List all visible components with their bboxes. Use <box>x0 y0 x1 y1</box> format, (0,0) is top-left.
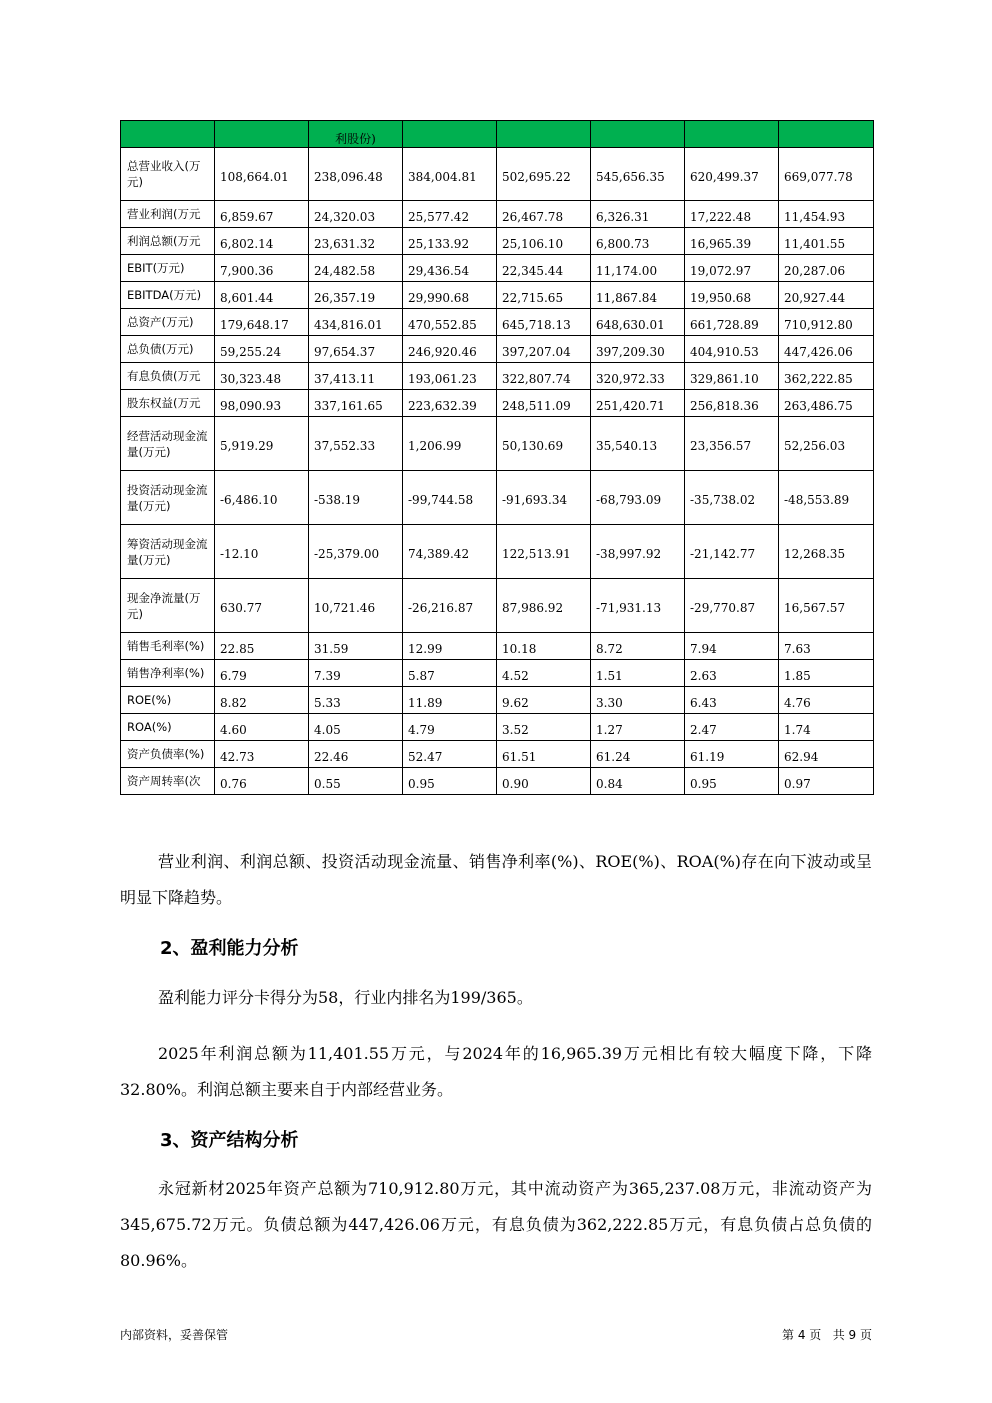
table-cell: -25,379.00 <box>309 525 403 579</box>
table-cell: 246,920.46 <box>403 336 497 363</box>
table-cell: 59,255.24 <box>215 336 309 363</box>
row-label: EBITDA(万元) <box>121 282 215 309</box>
table-cell: 434,816.01 <box>309 309 403 336</box>
table-cell: 223,632.39 <box>403 390 497 417</box>
table-cell: 470,552.85 <box>403 309 497 336</box>
table-cell: 31.59 <box>309 633 403 660</box>
table-cell: 11,174.00 <box>591 255 685 282</box>
table-cell: 645,718.13 <box>497 309 591 336</box>
table-row <box>121 741 874 768</box>
table-cell: 10.18 <box>497 633 591 660</box>
table-cell: 179,648.17 <box>215 309 309 336</box>
table-header-row <box>121 121 874 148</box>
table-cell: 251,420.71 <box>591 390 685 417</box>
table-cell: 545,656.35 <box>591 148 685 201</box>
table-cell: 5.87 <box>403 660 497 687</box>
financial-table-body <box>121 121 874 795</box>
table-cell: -26,216.87 <box>403 579 497 633</box>
table-row <box>121 148 874 201</box>
table-cell: 10,721.46 <box>309 579 403 633</box>
table-cell: 108,664.01 <box>215 148 309 201</box>
table-cell: 238,096.48 <box>309 148 403 201</box>
table-cell: 17,222.48 <box>685 201 779 228</box>
table-cell: 50,130.69 <box>497 417 591 471</box>
table-cell: 61.51 <box>497 741 591 768</box>
table-cell: 1.74 <box>779 714 874 741</box>
row-label: 股东权益(万元 <box>121 390 215 417</box>
table-cell: 397,207.04 <box>497 336 591 363</box>
table-cell: 7.39 <box>309 660 403 687</box>
row-label: 投资活动现金流量(万元) <box>121 471 215 525</box>
table-cell: 669,077.78 <box>779 148 874 201</box>
row-label: 利润总额(万元 <box>121 228 215 255</box>
table-cell: 29,990.68 <box>403 282 497 309</box>
table-cell: 7.63 <box>779 633 874 660</box>
table-row <box>121 255 874 282</box>
table-row <box>121 282 874 309</box>
table-cell: 0.55 <box>309 768 403 795</box>
profit-total-paragraph: 2025年利润总额为11,401.55万元，与2024年的16,965.39万元相比有较大幅度下降，下降32.80%。利润总额主要来自于内部经营业务。 <box>120 1044 872 1099</box>
table-cell: 30,323.48 <box>215 363 309 390</box>
row-label: 总资产(万元) <box>121 309 215 336</box>
table-cell: 0.95 <box>403 768 497 795</box>
table-cell: 2.63 <box>685 660 779 687</box>
table-cell: 74,389.42 <box>403 525 497 579</box>
header-cell <box>215 121 309 148</box>
table-cell: 6.43 <box>685 687 779 714</box>
section2-heading: 2、盈利能力分析 <box>160 938 299 959</box>
table-cell: 8,601.44 <box>215 282 309 309</box>
footer-page-number: 第 4 页 共 9 页 <box>782 1328 872 1342</box>
table-cell: 122,513.91 <box>497 525 591 579</box>
table-row <box>121 309 874 336</box>
table-cell: 3.52 <box>497 714 591 741</box>
table-cell: 22.85 <box>215 633 309 660</box>
table-cell: 710,912.80 <box>779 309 874 336</box>
table-cell: -21,142.77 <box>685 525 779 579</box>
table-cell: 0.95 <box>685 768 779 795</box>
table-cell: 24,482.58 <box>309 255 403 282</box>
table-cell: 384,004.81 <box>403 148 497 201</box>
table-cell: 7,900.36 <box>215 255 309 282</box>
table-cell: 337,161.65 <box>309 390 403 417</box>
header-cell <box>591 121 685 148</box>
row-label: 筹资活动现金流量(万元) <box>121 525 215 579</box>
table-row <box>121 768 874 795</box>
table-row <box>121 660 874 687</box>
row-label: 资产负债率(%) <box>121 741 215 768</box>
table-cell: 12,268.35 <box>779 525 874 579</box>
row-label: 总负债(万元) <box>121 336 215 363</box>
row-label: ROE(%) <box>121 687 215 714</box>
table-cell: 1.51 <box>591 660 685 687</box>
table-cell: 4.60 <box>215 714 309 741</box>
table-cell: 26,467.78 <box>497 201 591 228</box>
table-cell: 26,357.19 <box>309 282 403 309</box>
row-label: 有息负债(万元 <box>121 363 215 390</box>
table-row <box>121 714 874 741</box>
table-cell: 61.24 <box>591 741 685 768</box>
table-cell: 22.46 <box>309 741 403 768</box>
table-cell: 6,859.67 <box>215 201 309 228</box>
table-cell: 25,577.42 <box>403 201 497 228</box>
table-cell: 648,630.01 <box>591 309 685 336</box>
table-row <box>121 633 874 660</box>
table-cell: 0.76 <box>215 768 309 795</box>
table-cell: 11,454.93 <box>779 201 874 228</box>
table-cell: 20,927.44 <box>779 282 874 309</box>
table-cell: 502,695.22 <box>497 148 591 201</box>
table-cell: 263,486.75 <box>779 390 874 417</box>
table-cell: -99,744.58 <box>403 471 497 525</box>
table-cell: 22,345.44 <box>497 255 591 282</box>
table-cell: 620,499.37 <box>685 148 779 201</box>
row-label: 销售毛利率(%) <box>121 633 215 660</box>
table-cell: 19,950.68 <box>685 282 779 309</box>
row-label: 现金净流量(万元) <box>121 579 215 633</box>
header-cell-note: 利股份) <box>309 121 403 148</box>
table-cell: 61.19 <box>685 741 779 768</box>
table-cell: 6.79 <box>215 660 309 687</box>
table-cell: 5,919.29 <box>215 417 309 471</box>
row-label: EBIT(万元) <box>121 255 215 282</box>
table-cell: 11.89 <box>403 687 497 714</box>
table-cell: 7.94 <box>685 633 779 660</box>
table-row <box>121 201 874 228</box>
header-cell <box>685 121 779 148</box>
table-cell: 24,320.03 <box>309 201 403 228</box>
row-label: 经营活动现金流量(万元) <box>121 417 215 471</box>
table-cell: 320,972.33 <box>591 363 685 390</box>
row-label: 总营业收入(万元) <box>121 148 215 201</box>
table-cell: 52,256.03 <box>779 417 874 471</box>
row-label: 销售净利率(%) <box>121 660 215 687</box>
header-cell <box>497 121 591 148</box>
table-row <box>121 525 874 579</box>
table-cell: 6,800.73 <box>591 228 685 255</box>
table-row <box>121 417 874 471</box>
table-cell: 23,631.32 <box>309 228 403 255</box>
row-label: ROA(%) <box>121 714 215 741</box>
table-cell: 0.90 <box>497 768 591 795</box>
table-row <box>121 579 874 633</box>
table-cell: 6,326.31 <box>591 201 685 228</box>
table-cell: 447,426.06 <box>779 336 874 363</box>
table-cell: 25,106.10 <box>497 228 591 255</box>
table-cell: 4.76 <box>779 687 874 714</box>
table-cell: 1,206.99 <box>403 417 497 471</box>
table-cell: 256,818.36 <box>685 390 779 417</box>
table-cell: 322,807.74 <box>497 363 591 390</box>
financial-data-table <box>120 120 874 795</box>
table-row <box>121 336 874 363</box>
section3-heading: 3、资产结构分析 <box>160 1130 299 1151</box>
table-cell: 25,133.92 <box>403 228 497 255</box>
table-cell: 20,287.06 <box>779 255 874 282</box>
table-cell: 661,728.89 <box>685 309 779 336</box>
table-cell: 52.47 <box>403 741 497 768</box>
table-cell: 4.79 <box>403 714 497 741</box>
table-cell: 362,222.85 <box>779 363 874 390</box>
asset-structure-paragraph: 永冠新材2025年资产总额为710,912.80万元，其中流动资产为365,237.08万元，非流动资产为345,675.72万元。负债总额为447,426.06万元，有息负债为362,222.85万元，有息负债占总负债的80.96%。 <box>120 1179 872 1270</box>
table-cell: -91,693.34 <box>497 471 591 525</box>
table-cell: 4.52 <box>497 660 591 687</box>
table-cell: 62.94 <box>779 741 874 768</box>
table-cell: 6,802.14 <box>215 228 309 255</box>
table-cell: 87,986.92 <box>497 579 591 633</box>
table-cell: 37,552.33 <box>309 417 403 471</box>
table-cell: 0.84 <box>591 768 685 795</box>
table-cell: -71,931.13 <box>591 579 685 633</box>
table-cell: 329,861.10 <box>685 363 779 390</box>
table-cell: 16,567.57 <box>779 579 874 633</box>
table-cell: 397,209.30 <box>591 336 685 363</box>
table-cell: 35,540.13 <box>591 417 685 471</box>
table-cell: 97,654.37 <box>309 336 403 363</box>
table-row <box>121 390 874 417</box>
table-cell: 8.72 <box>591 633 685 660</box>
table-cell: 11,867.84 <box>591 282 685 309</box>
table-cell: 9.62 <box>497 687 591 714</box>
row-label: 营业利润(万元 <box>121 201 215 228</box>
table-row <box>121 687 874 714</box>
table-cell: 4.05 <box>309 714 403 741</box>
table-row <box>121 363 874 390</box>
table-cell: 37,413.11 <box>309 363 403 390</box>
table-cell: 630.77 <box>215 579 309 633</box>
table-cell: -12.10 <box>215 525 309 579</box>
table-cell: -538.19 <box>309 471 403 525</box>
table-cell: 248,511.09 <box>497 390 591 417</box>
profitability-score-paragraph: 盈利能力评分卡得分为58，行业内排名为199/365。 <box>158 988 533 1007</box>
table-cell: 29,436.54 <box>403 255 497 282</box>
table-cell: -29,770.87 <box>685 579 779 633</box>
table-cell: 22,715.65 <box>497 282 591 309</box>
footer-confidential-note: 内部资料，妥善保管 <box>120 1328 229 1342</box>
table-cell: -35,738.02 <box>685 471 779 525</box>
table-cell: 12.99 <box>403 633 497 660</box>
summary-paragraph: 营业利润、利润总额、投资活动现金流量、销售净利率(%)、ROE(%)、ROA(%)存在向下波动或呈明显下降趋势。 <box>120 852 872 907</box>
header-cell <box>779 121 874 148</box>
table-cell: 11,401.55 <box>779 228 874 255</box>
table-cell: 2.47 <box>685 714 779 741</box>
table-cell: 19,072.97 <box>685 255 779 282</box>
table-cell: 98,090.93 <box>215 390 309 417</box>
table-cell: 8.82 <box>215 687 309 714</box>
header-cell <box>121 121 215 148</box>
table-cell: 404,910.53 <box>685 336 779 363</box>
table-cell: -38,997.92 <box>591 525 685 579</box>
table-row <box>121 228 874 255</box>
table-cell: -68,793.09 <box>591 471 685 525</box>
table-cell: -48,553.89 <box>779 471 874 525</box>
table-cell: 42.73 <box>215 741 309 768</box>
table-cell: 0.97 <box>779 768 874 795</box>
table-cell: 16,965.39 <box>685 228 779 255</box>
table-cell: 193,061.23 <box>403 363 497 390</box>
table-cell: 1.27 <box>591 714 685 741</box>
row-label: 资产周转率(次 <box>121 768 215 795</box>
table-cell: 23,356.57 <box>685 417 779 471</box>
table-cell: 1.85 <box>779 660 874 687</box>
header-cell <box>403 121 497 148</box>
table-cell: -6,486.10 <box>215 471 309 525</box>
table-row <box>121 471 874 525</box>
table-cell: 5.33 <box>309 687 403 714</box>
table-cell: 3.30 <box>591 687 685 714</box>
